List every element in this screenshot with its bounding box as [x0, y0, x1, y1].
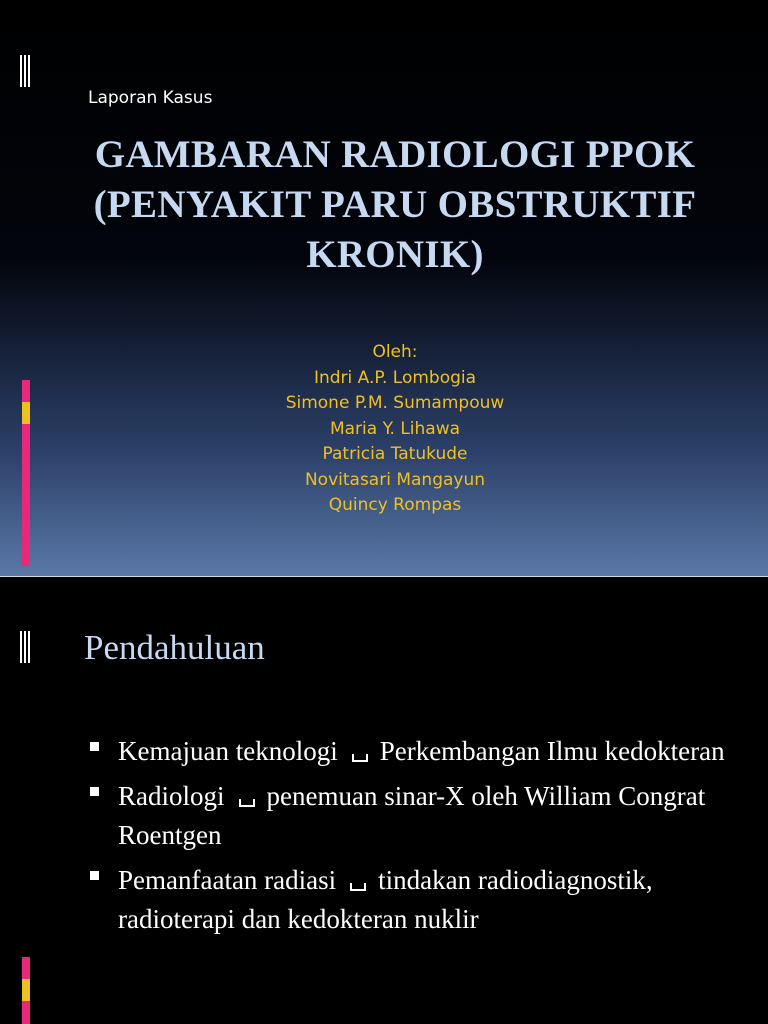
- slide-kicker: Laporan Kasus: [88, 88, 213, 108]
- square-bullet-icon: [90, 871, 99, 880]
- author-name: Simone P.M. Sumampouw: [285, 393, 505, 413]
- bullet-text: penemuan sinar-X oleh William Congrat Roentgen: [118, 781, 706, 850]
- edge-bar-yellow: [22, 402, 30, 424]
- edge-bar-yellow: [22, 979, 30, 1001]
- edge-bar-pink-long: [22, 1001, 30, 1024]
- title-line: (PENYAKIT PARU OBSTRUKTIF: [93, 183, 697, 226]
- bullet-text: Kemajuan teknologi: [118, 736, 338, 766]
- author-name: Novitasari Mangayun: [304, 469, 486, 490]
- edge-barcode-icon: [20, 631, 30, 663]
- bullet-text: Radiologi: [118, 781, 225, 811]
- title-line: GAMBARAN RADIOLOGI PPOK: [94, 133, 696, 176]
- slide-title-text: [40, 130, 750, 280]
- edge-barcode-icon: [20, 55, 30, 87]
- square-bullet-icon: [90, 787, 99, 796]
- author-name: Patricia Tatukude: [322, 444, 468, 464]
- bullet-text: Pemanfaatan radiasi: [118, 865, 337, 895]
- byline: Oleh:: [372, 342, 418, 362]
- author-name: Indri A.P. Lombogia: [313, 367, 477, 388]
- bullet-list: [86, 732, 726, 945]
- author-name: Quincy Rompas: [328, 495, 462, 515]
- edge-bar-pink: [22, 380, 30, 402]
- square-bullet-icon: [90, 742, 99, 751]
- slide-edge-decoration: [0, 0, 30, 576]
- bullet-text: tindakan radiodiagnostik, radioterapi dan kedokteran nuklir: [118, 865, 653, 934]
- bullet-text: Perkembangan Ilmu kedokteran: [379, 736, 725, 766]
- list-item: [86, 861, 726, 939]
- title-line: KRONIK): [306, 233, 484, 276]
- edge-bar-pink-long: [22, 424, 30, 566]
- author-name: Maria Y. Lihawa: [329, 418, 461, 439]
- edge-bar-pink: [22, 957, 30, 979]
- list-item: [86, 732, 726, 771]
- author-list: [40, 340, 750, 519]
- section-heading: Pendahuluan: [84, 628, 265, 667]
- list-item: [86, 777, 726, 855]
- arrow-connector-icon: [352, 754, 368, 762]
- arrow-connector-icon: [350, 883, 366, 891]
- slide-edge-decoration: [0, 577, 30, 1024]
- arrow-connector-icon: [239, 799, 255, 807]
